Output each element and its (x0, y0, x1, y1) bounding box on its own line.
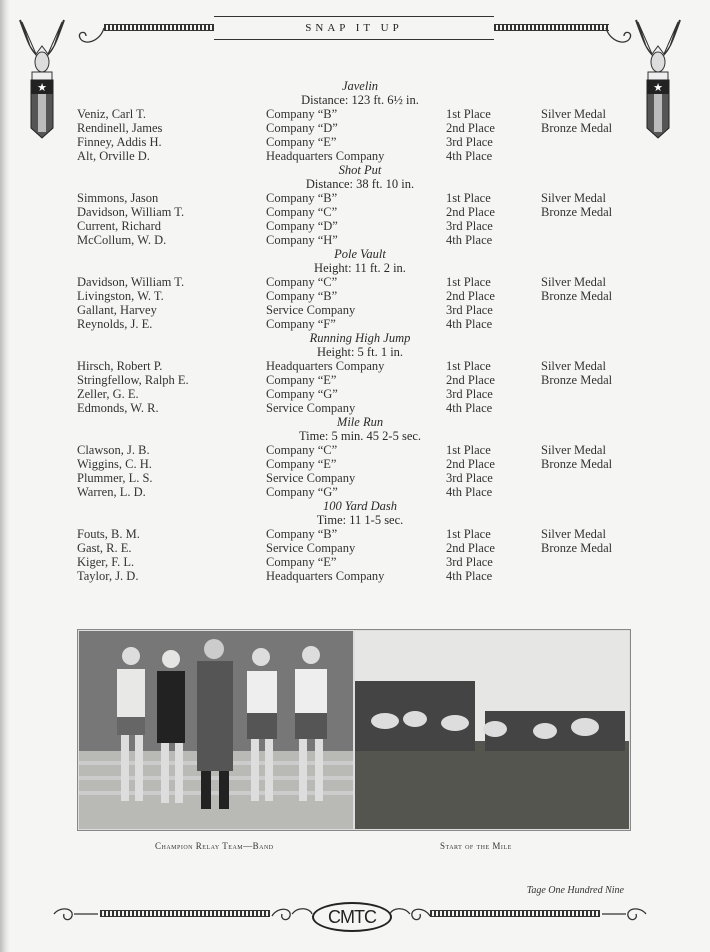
company: Company “E” (266, 373, 337, 387)
event-measure: Time: 11 1-5 sec. (316, 513, 404, 527)
place: 3rd Place (446, 471, 493, 485)
athlete-name: Veniz, Carl T. (77, 107, 146, 121)
company: Company “B” (266, 191, 338, 205)
result-row (0, 289, 710, 303)
event-title: Shot Put (338, 163, 382, 177)
company: Company “C” (266, 275, 338, 289)
result-row (0, 541, 710, 555)
event-block (0, 331, 710, 415)
athlete-name: Hirsch, Robert P. (77, 359, 163, 373)
result-row (0, 219, 710, 233)
place: 1st Place (446, 107, 491, 121)
medal: Bronze Medal (541, 373, 613, 387)
athlete-name: Zeller, G. E. (77, 387, 139, 401)
mile-start-image (355, 631, 629, 829)
event-title: Mile Run (336, 415, 384, 429)
scroll-left-icon (74, 26, 106, 50)
company: Company “E” (266, 555, 337, 569)
company: Service Company (266, 401, 356, 415)
result-row (0, 191, 710, 205)
event-measure: Height: 11 ft. 2 in. (314, 261, 406, 275)
company: Company “C” (266, 205, 338, 219)
company: Headquarters Company (266, 149, 385, 163)
athlete-name: Davidson, William T. (77, 205, 185, 219)
result-row (0, 443, 710, 457)
place: 2nd Place (446, 541, 495, 555)
athlete-name: Stringfellow, Ralph E. (77, 373, 189, 387)
place: 1st Place (446, 443, 491, 457)
result-row (0, 135, 710, 149)
company: Service Company (266, 541, 356, 555)
medal: Silver Medal (541, 443, 606, 457)
athlete-name: Fouts, B. M. (77, 527, 140, 541)
event-title: 100 Yard Dash (322, 499, 398, 513)
place: 3rd Place (446, 387, 493, 401)
result-row (0, 401, 710, 415)
results-list (0, 79, 710, 583)
place: 4th Place (446, 233, 493, 247)
photo-frame (77, 629, 631, 831)
mile-start-caption: Start of the Mile (440, 841, 512, 851)
running-head (214, 16, 494, 40)
mile-start-photo (355, 631, 629, 829)
event-measure: Time: 5 min. 45 2-5 sec. (298, 429, 422, 443)
athlete-name: Livingston, W. T. (77, 289, 164, 303)
result-row (0, 233, 710, 247)
place: 4th Place (446, 149, 493, 163)
company: Company “D” (266, 121, 338, 135)
athlete-name: McCollum, W. D. (77, 233, 167, 247)
result-row (0, 107, 710, 121)
place: 1st Place (446, 527, 491, 541)
result-row (0, 303, 710, 317)
header-rope-right (494, 24, 609, 31)
footer-scroll-mid-right-icon (388, 902, 432, 928)
header-rope-left (104, 24, 214, 31)
event-block (0, 247, 710, 331)
event-measure: Height: 5 ft. 1 in. (316, 345, 404, 359)
event-block (0, 415, 710, 499)
medal: Silver Medal (541, 527, 606, 541)
place: 3rd Place (446, 555, 493, 569)
place: 1st Place (446, 359, 491, 373)
company: Service Company (266, 471, 356, 485)
footer-ornament (40, 898, 660, 930)
result-row (0, 373, 710, 387)
footer-rope-left (100, 910, 270, 917)
result-row (0, 527, 710, 541)
athlete-name: Kiger, F. L. (77, 555, 135, 569)
athlete-name: Rendinell, James (77, 121, 163, 135)
place: 2nd Place (446, 457, 495, 471)
medal: Silver Medal (541, 275, 606, 289)
svg-text:★: ★ (37, 82, 47, 94)
athlete-name: Gast, R. E. (77, 541, 132, 555)
result-row (0, 471, 710, 485)
event-block (0, 499, 710, 583)
company: Company “G” (266, 485, 338, 499)
result-row (0, 457, 710, 471)
athlete-name: Plummer, L. S. (77, 471, 153, 485)
medal: Bronze Medal (541, 121, 613, 135)
medal: Bronze Medal (541, 289, 613, 303)
company: Company “C” (266, 443, 338, 457)
relay-team-photo (79, 631, 353, 829)
company: Company “H” (266, 233, 338, 247)
place: 2nd Place (446, 289, 495, 303)
place: 4th Place (446, 485, 493, 499)
footer-rope-right (430, 910, 600, 917)
footer-scroll-mid-left-icon (270, 902, 314, 928)
event-block (0, 79, 710, 163)
result-row (0, 121, 710, 135)
cmtc-emblem: CMTC (312, 902, 392, 932)
result-row (0, 275, 710, 289)
place: 4th Place (446, 317, 493, 331)
result-row (0, 205, 710, 219)
athlete-name: Clawson, J. B. (77, 443, 150, 457)
footer-scroll-left-icon (50, 904, 100, 926)
event-measure: Distance: 123 ft. 6½ in. (301, 93, 419, 107)
event-title: Running High Jump (309, 331, 411, 345)
event-title: Pole Vault (334, 247, 386, 261)
place: 3rd Place (446, 303, 493, 317)
medal: Silver Medal (541, 359, 606, 373)
company: Company “B” (266, 289, 338, 303)
company: Company “B” (266, 527, 338, 541)
page-title: SNAP IT UP (305, 22, 403, 34)
athlete-name: Davidson, William T. (77, 275, 185, 289)
place: 3rd Place (446, 135, 493, 149)
athlete-name: Current, Richard (77, 219, 162, 233)
footer-scroll-right-icon (600, 904, 650, 926)
company: Company “D” (266, 219, 338, 233)
event-measure: Distance: 38 ft. 10 in. (305, 177, 415, 191)
place: 4th Place (446, 569, 493, 583)
company: Headquarters Company (266, 359, 385, 373)
athlete-name: Wiggins, C. H. (77, 457, 152, 471)
athlete-name: Simmons, Jason (77, 191, 159, 205)
company: Company “E” (266, 135, 337, 149)
svg-text:★: ★ (653, 82, 663, 94)
medal: Silver Medal (541, 191, 606, 205)
place: 2nd Place (446, 121, 495, 135)
relay-team-caption: Champion Relay Team—Band (155, 841, 274, 851)
company: Company “F” (266, 317, 336, 331)
result-row (0, 387, 710, 401)
athlete-name: Alt, Orville D. (77, 149, 150, 163)
company: Company “B” (266, 107, 338, 121)
event-block (0, 163, 710, 247)
place: 3rd Place (446, 219, 493, 233)
event-title: Javelin (341, 79, 379, 93)
athlete-name: Reynolds, J. E. (77, 317, 153, 331)
medal: Bronze Medal (541, 457, 613, 471)
place: 2nd Place (446, 205, 495, 219)
company: Company “E” (266, 457, 337, 471)
result-row (0, 359, 710, 373)
result-row (0, 485, 710, 499)
athlete-name: Finney, Addis H. (77, 135, 162, 149)
result-row (0, 555, 710, 569)
result-row (0, 149, 710, 163)
place: 1st Place (446, 275, 491, 289)
company: Service Company (266, 303, 356, 317)
relay-team-image (79, 631, 353, 829)
place: 4th Place (446, 401, 493, 415)
company: Headquarters Company (266, 569, 385, 583)
athlete-name: Edmonds, W. R. (77, 401, 159, 415)
athlete-name: Taylor, J. D. (77, 569, 139, 583)
place: 2nd Place (446, 373, 495, 387)
place: 1st Place (446, 191, 491, 205)
medal: Bronze Medal (541, 541, 613, 555)
result-row (0, 317, 710, 331)
athlete-name: Gallant, Harvey (77, 303, 157, 317)
result-row (0, 569, 710, 583)
page-number: Tage One Hundred Nine (526, 885, 624, 896)
medal: Bronze Medal (541, 205, 613, 219)
company: Company “G” (266, 387, 338, 401)
medal: Silver Medal (541, 107, 606, 121)
athlete-name: Warren, L. D. (77, 485, 146, 499)
